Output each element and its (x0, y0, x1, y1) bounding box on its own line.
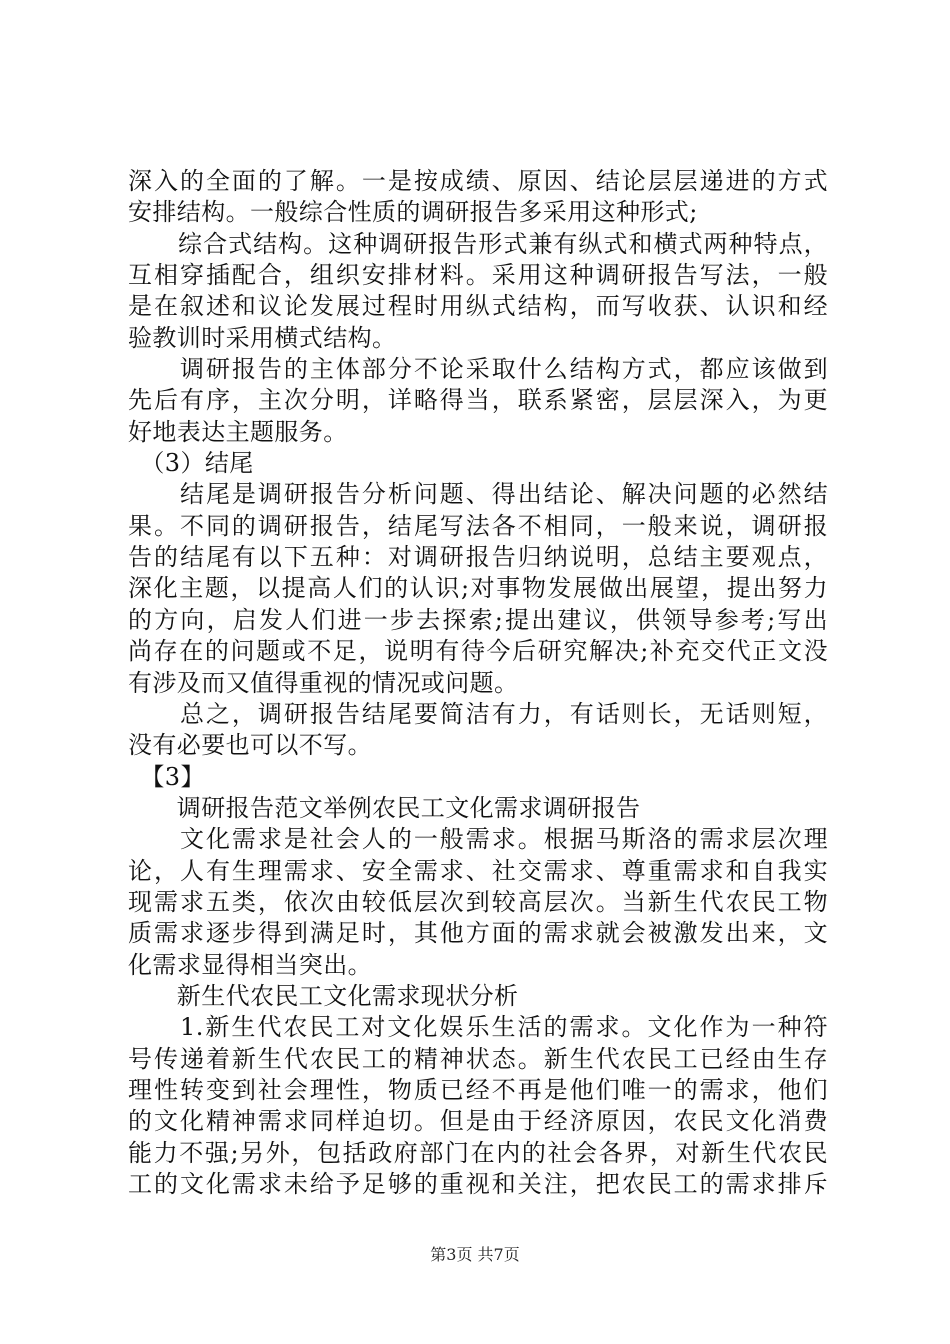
text-line: 能力不强;另外，包括政府部门在内的社会各界，对新生代农民 (128, 1138, 828, 1167)
text-line: 互相穿插配合，组织安排材料。采用这种调研报告写法，一般 (128, 261, 828, 290)
text-line: 结尾是调研报告分析问题、得出结论、解决问题的必然结 (128, 480, 828, 509)
text-line: 的方向，启发人们进一步去探索;提出建议，供领导参考;写出 (128, 605, 828, 634)
text-line: 综合式结构。这种调研报告形式兼有纵式和横式两种特点， (128, 229, 828, 258)
text-line: 先后有序，主次分明，详略得当，联系紧密，层层深入，为更 (128, 386, 828, 415)
text-line: 果。不同的调研报告，结尾写法各不相同，一般来说，调研报 (128, 511, 828, 540)
text-line: 现需求五类，依次由较低层次到较高层次。当新生代农民工物 (128, 887, 828, 916)
text-line: 工的文化需求未给予足够的重视和关注，把农民工的需求排斥 (128, 1170, 828, 1198)
text-line: 告的结尾有以下五种：对调研报告归纳说明，总结主要观点， (128, 543, 828, 572)
text-line: 理性转变到社会理性，物质已经不再是他们唯一的需求，他们 (128, 1075, 828, 1104)
text-line: 深入的全面的了解。一是按成绩、原因、结论层层递进的方式 (128, 167, 828, 195)
text-line: 文化需求是社会人的一般需求。根据马斯洛的需求层次理 (128, 825, 828, 854)
text-line: 号传递着新生代农民工的精神状态。新生代农民工已经由生存 (128, 1044, 828, 1073)
text-line: 1.新生代农民工对文化娱乐生活的需求。文化作为一种符 (128, 1013, 828, 1042)
text-line: 好地表达主题服务。 (128, 417, 348, 446)
section-marker: 【3】 (128, 762, 205, 791)
text-line: 总之，调研报告结尾要简洁有力，有话则长，无话则短， (128, 699, 828, 728)
section-heading: （3）结尾 (128, 449, 254, 478)
text-line: 没有必要也可以不写。 (128, 731, 372, 760)
text-line: 验教训时采用横式结构。 (128, 323, 397, 352)
article-title: 调研报告范文举例农民工文化需求调研报告 (128, 793, 641, 822)
text-line: 是在叙述和议论发展过程时用纵式结构，而写收获、认识和经 (128, 292, 828, 321)
text-line: 深化主题，以提高人们的认识;对事物发展做出展望，提出努力 (128, 574, 828, 603)
text-line: 化需求显得相当突出。 (128, 950, 372, 979)
text-line: 尚存在的问题或不足，说明有待今后研究解决;补充交代正文没 (128, 637, 828, 666)
text-line: 质需求逐步得到满足时，其他方面的需求就会被激发出来，文 (128, 919, 828, 948)
text-line: 调研报告的主体部分不论采取什么结构方式，都应该做到 (128, 355, 828, 384)
text-line: 安排结构。一般综合性质的调研报告多采用这种形式; (128, 198, 698, 227)
body-text (128, 166, 828, 1200)
text-line: 论，人有生理需求、安全需求、社交需求、尊重需求和自我实 (128, 856, 828, 885)
subsection-heading: 新生代农民工文化需求现状分析 (128, 981, 519, 1010)
text-line: 有涉及而又值得重视的情况或问题。 (128, 668, 519, 697)
page-footer: 第3页 共7页 (430, 1245, 520, 1264)
text-line: 的文化精神需求同样迫切。但是由于经济原因，农民文化消费 (128, 1107, 828, 1136)
